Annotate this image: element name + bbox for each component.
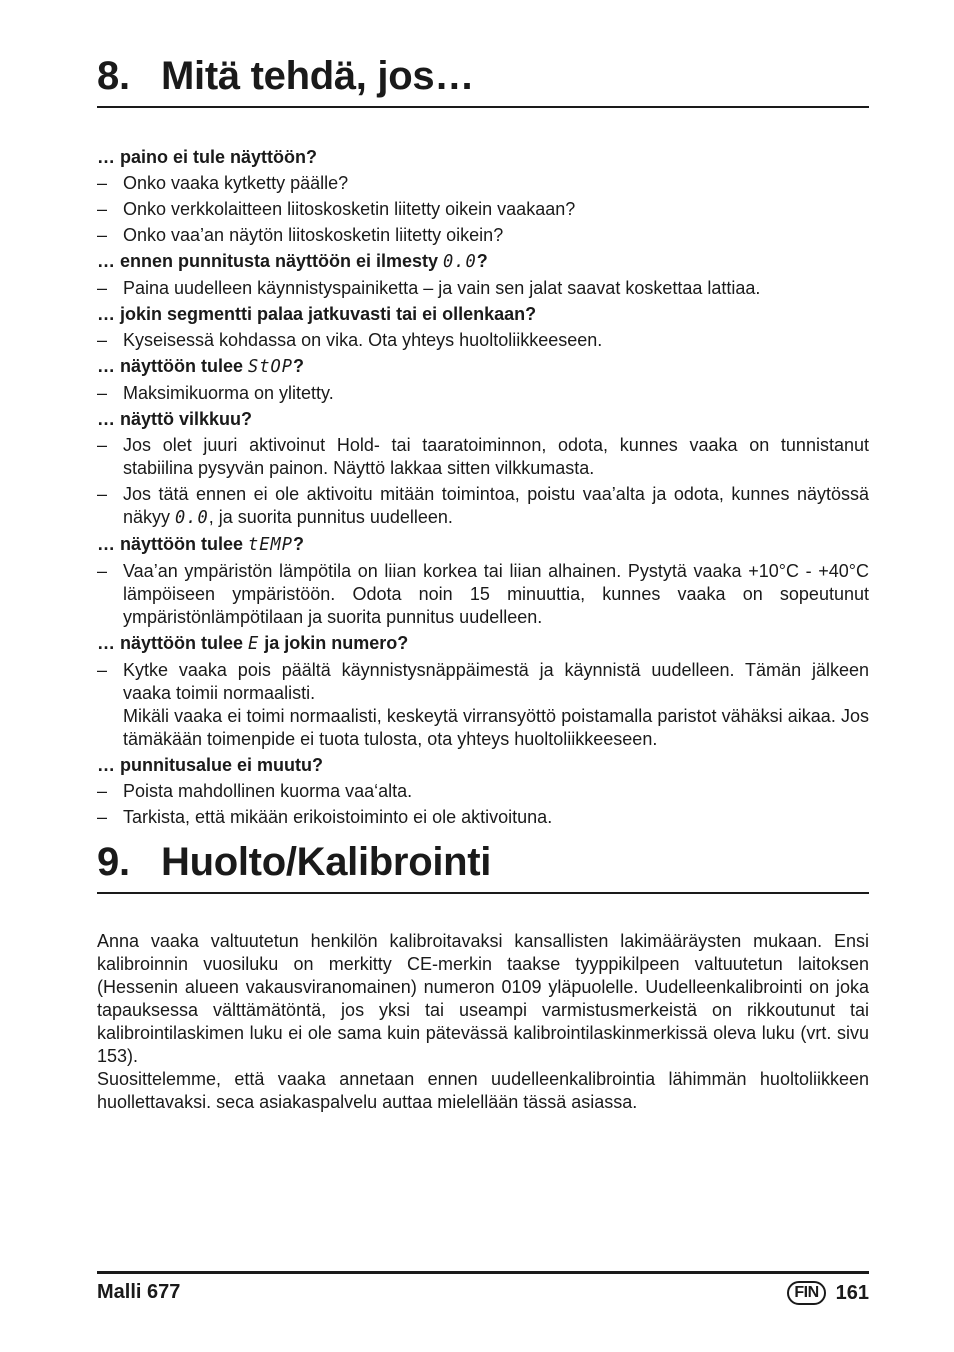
- section-8-title: Mitä tehdä, jos…: [161, 54, 475, 98]
- question-7: … näyttöön tulee E ja jokin numero?: [97, 632, 869, 656]
- answer-8-2: – Tarkista, että mikään erikoistoiminto ei ole aktivoituna.: [97, 807, 553, 827]
- section-8-number: 8.: [97, 54, 130, 98]
- answer-6-1: – Vaa’an ympäristön lämpötila on liian korkea tai liian alhainen. Pystytä vaaka +10°C - +40°C lämpöiseen ympäristöön. Odota noin 15 minuuttia, kunnes vaaka on sopeutunut ympäristönlämpötilaan ja suorita punnitus uudelleen.: [97, 561, 869, 627]
- calibration-text: [97, 930, 869, 1114]
- display-segment-stop: StOP: [248, 356, 293, 378]
- answer-7-extra: Mikäli vaaka ei toimi normaalisti, keskeytä virransyöttö poistamalla paristot vähäksi aikaa. Jos tämäkään toimenpide ei tuota tulosta, ota yhteys huoltoliikkeeseen.: [123, 706, 869, 749]
- question-8: … punnitusalue ei muutu?: [97, 755, 323, 775]
- language-badge: FIN: [787, 1281, 825, 1305]
- calibration-paragraph-2: Suosittelemme, että vaaka annetaan ennen uudelleenkalibrointia lähimmän huoltoliikkeen huollettavaksi. seca asiakaspalvelu auttaa mielellään tässä asiassa.: [97, 1069, 869, 1112]
- display-segment-e: E: [248, 633, 260, 655]
- answer-3-1: – Kyseisessä kohdassa on vika. Ota yhteys huoltoliikkeeseen.: [97, 330, 603, 350]
- answer-1-1: – Onko vaaka kytketty päälle?: [97, 173, 349, 193]
- answer-5-1: – Jos olet juuri aktivoinut Hold- tai taaratoiminnon, odota, kunnes vaaka on tunnistanut stabiilina pysyvän painon. Näyttö lakkaa sitten vilkkumasta.: [97, 435, 869, 478]
- answer-2-1: – Paina uudelleen käynnistyspainiketta – ja vain sen jalat saavat koskettaa lattiaa.: [97, 278, 761, 298]
- question-2: … ennen punnitusta näyttöön ei ilmesty 0.0?: [97, 250, 869, 274]
- answer-4-1: – Maksimikuorma on ylitetty.: [97, 383, 334, 403]
- footer-divider: [97, 1271, 869, 1274]
- question-3: … jokin segmentti palaa jatkuvasti tai ei ollenkaan?: [97, 304, 537, 324]
- display-segment-temp: tEMP: [248, 534, 293, 556]
- section-9-title: Huolto/Kalibrointi: [161, 840, 492, 884]
- answer-1-2: – Onko verkkolaitteen liitoskosketin liitetty oikein vaakaan?: [97, 199, 576, 219]
- answer-7-1: – Kytke vaaka pois päältä käynnistysnäppäimestä ja käynnistä uudelleen. Tämän jälkeen vaaka toimii normaalisti. Mikäli vaaka ei toimi normaalisti, keskeytä virransyöttö poistamalla paristot vähäksi aikaa. Jos tämäkään toimenpide ei tuota tulosta, ota yhteys huoltoliikkeeseen.: [97, 660, 869, 749]
- display-segment-0-0: 0.0: [175, 507, 209, 529]
- footer-model: Malli 677: [97, 1281, 181, 1303]
- question-6: … näyttöön tulee tEMP?: [97, 533, 869, 557]
- section-9-heading: [97, 840, 869, 894]
- calibration-paragraph-1: Anna vaaka valtuutetun henkilön kalibroitavaksi kansallisten lakimääräysten mukaan. Ensi kalibroinnin vuosiluku on merkitty CE-merkin taakse tyyppikilpeen valtuutetun laitoksen (Hessenin alueen vakausviranomainen) numeron 0109 yläpuolelle. Uudelleenkalibrointi on joka tapauksessa välttämätöntä, jos yksi tai useampi varmistusmerkeistä on rikkoutunut tai kalibrointilaskimen luku ei ole sama kuin pätevässä kalibrointilaskinmerkissä oleva luku (vrt. sivu 153).: [97, 931, 869, 1066]
- section-9-number: 9.: [97, 840, 130, 884]
- troubleshooting-list: [97, 143, 869, 829]
- answer-1-3: – Onko vaa’an näytön liitoskosketin liitetty oikein?: [97, 225, 504, 245]
- answer-5-2: – Jos tätä ennen ei ole aktivoitu mitään toimintoa, poistu vaa’alta ja odota, kunnes näytössä näkyy 0.0, ja suorita punnitus uudelleen.: [97, 483, 869, 530]
- page-number: 161: [835, 1281, 869, 1304]
- section-8-heading: [97, 54, 869, 108]
- display-segment-0-0: 0.0: [443, 251, 477, 273]
- answer-8-1: – Poista mahdollinen kuorma vaa‘alta.: [97, 781, 413, 801]
- question-5: … näyttö vilkkuu?: [97, 409, 253, 429]
- footer-page-info: [787, 1281, 869, 1305]
- question-4: … näyttöön tulee StOP?: [97, 355, 869, 379]
- question-1: … paino ei tule näyttöön?: [97, 147, 317, 167]
